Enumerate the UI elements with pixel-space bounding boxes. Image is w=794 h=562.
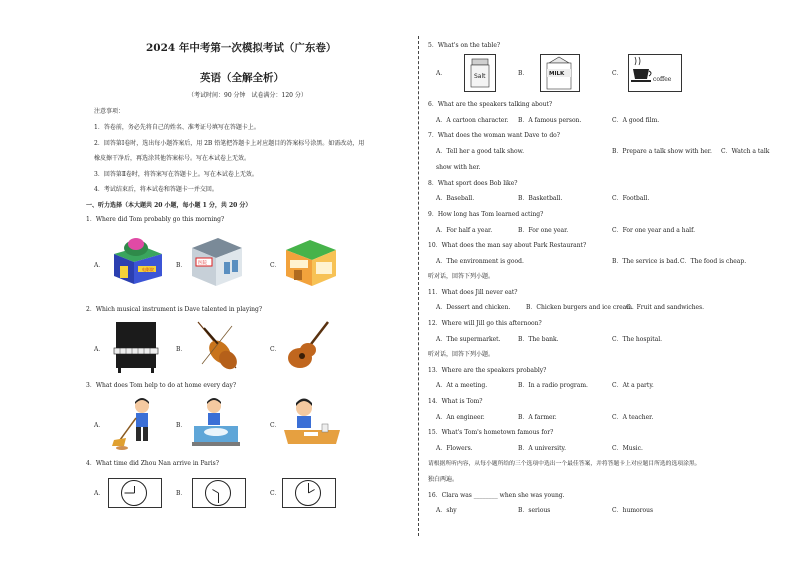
clock-face xyxy=(205,480,231,506)
option-b: B．Chicken burgers and ice cream. xyxy=(526,304,634,311)
option-c: C．humorous xyxy=(612,507,654,514)
option-c: C．Music. xyxy=(612,445,643,452)
question-4: 4．What time did Zhou Nan arrive in Paris? xyxy=(86,460,219,467)
option-label: C． xyxy=(270,490,281,497)
shop-building-icon xyxy=(282,232,340,288)
option-label: B． xyxy=(518,70,529,77)
washing-dishes-boy-icon xyxy=(188,394,244,452)
option-a: A．An engineer. xyxy=(436,414,485,421)
option-b: B．serious xyxy=(518,507,551,514)
listen-prompt: 听对话，回答下列小题。 xyxy=(428,273,495,280)
option-c: C．A teacher. xyxy=(612,414,654,421)
clock-icon xyxy=(192,478,246,508)
option-c: C．Watch a talk xyxy=(721,148,770,155)
option-c: C．Football. xyxy=(612,195,650,202)
violin-icon xyxy=(192,318,242,374)
salt-shaker-icon xyxy=(464,54,496,92)
section-instruction: 请根据所听内容，从每小题所给的三个选项中选出一个最佳答案，并将答题卡上对应题目所选的选项涂黑。 xyxy=(428,461,701,467)
question-12: 12．Where will Jill go this afternoon? xyxy=(428,320,542,327)
minute-hand xyxy=(218,493,219,503)
milk-carton-icon xyxy=(540,54,580,92)
option-a: A．Flowers. xyxy=(436,445,473,452)
question-15: 15．What's Tom's hometown famous for? xyxy=(428,429,554,436)
coffee-label: coffee xyxy=(653,76,672,83)
exam-title: 2024 年中考第一次模拟考试（广东卷） xyxy=(146,42,337,54)
question-2: 2．Which musical instrument is Dave talented in playing? xyxy=(86,306,263,313)
option-c: C．The hospital. xyxy=(612,336,663,343)
option-b: B．Basketball. xyxy=(518,195,563,202)
milk-label: MILK xyxy=(549,71,565,77)
option-label: A． xyxy=(94,346,105,353)
cinema-building-icon xyxy=(108,232,166,288)
clock-face xyxy=(121,480,147,506)
question-5: 5．What's on the table? xyxy=(428,42,501,49)
option-b: B．In a radio program. xyxy=(518,382,588,389)
option-b: B．The bank. xyxy=(518,336,559,343)
exam-meta: （考试时间：90 分钟 试卷满分：120 分） xyxy=(188,92,307,99)
option-b: B．For one year. xyxy=(518,227,569,234)
option-b: B．A famous person. xyxy=(518,117,582,124)
option-c: C．Fruit and sandwiches. xyxy=(626,304,705,311)
guitar-icon xyxy=(282,318,332,374)
option-label: B． xyxy=(176,490,187,497)
question-8: 8．What sport does Bob like? xyxy=(428,180,518,187)
hospital-building-icon xyxy=(188,232,246,288)
question-6: 6．What are the speakers talking about? xyxy=(428,101,553,108)
option-c: C．A good film. xyxy=(612,117,660,124)
question-13: 13．Where are the speakers probably? xyxy=(428,367,547,374)
listen-prompt: 听对话，回答下列小题。 xyxy=(428,351,495,358)
option-label: B． xyxy=(176,422,187,429)
question-3: 3．What does Tom help to do at home every day? xyxy=(86,382,237,389)
option-continuation: show with her. xyxy=(436,164,481,171)
question-16: 16．Clara was ________ when she was young. xyxy=(428,492,565,499)
salt-label: Salt xyxy=(474,73,486,80)
question-10: 10．What does the man say about Park Restaurant? xyxy=(428,242,587,249)
option-c: C．The food is cheap. xyxy=(680,258,747,265)
minute-hand xyxy=(125,493,135,494)
option-a: A．Baseball. xyxy=(436,195,475,202)
notice-item: 4．考试结束后，将本试卷和答题卡一并交回。 xyxy=(94,186,218,193)
option-a: A．shy xyxy=(436,507,457,514)
piano-icon xyxy=(108,318,164,374)
coffee-cup-icon xyxy=(628,54,682,92)
option-a: A．The supermarket. xyxy=(436,336,501,343)
hospital-sign: 医院 xyxy=(198,261,207,266)
hour-hand xyxy=(308,489,315,493)
minute-hand xyxy=(308,483,309,493)
option-label: C． xyxy=(270,346,281,353)
sweeping-boy-icon xyxy=(106,394,162,452)
question-9: 9．How long has Tom learned acting? xyxy=(428,211,544,218)
option-b: B．The service is bad. xyxy=(612,258,680,265)
option-a: A．Dessert and chicken. xyxy=(436,304,511,311)
option-label: A． xyxy=(94,490,105,497)
option-c: C．For one year and a half. xyxy=(612,227,695,234)
cinema-sign: 电影院 xyxy=(142,267,154,272)
exam-subtitle: 英语（全解全析） xyxy=(200,72,284,84)
option-label: A． xyxy=(94,262,105,269)
question-11: 11．What does Jill never eat? xyxy=(428,289,518,296)
option-a: A．A cartoon character. xyxy=(436,117,509,124)
clock-icon xyxy=(282,478,336,508)
notice-item: 2．回答第Ⅰ卷时，选出每小题答案后，用 2B 铅笔把答题卡上对应题目的答案标号涂黑。如需改动，用 xyxy=(94,140,365,147)
option-label: B． xyxy=(176,262,187,269)
option-a: A．Tell her a good talk show. xyxy=(436,148,524,155)
option-b: B．A university. xyxy=(518,445,567,452)
column-divider xyxy=(418,36,419,536)
option-label: A． xyxy=(436,70,447,77)
option-b: B．Prepare a talk show with her. xyxy=(612,148,712,155)
question-1: 1．Where did Tom probably go this morning? xyxy=(86,216,225,223)
question-14: 14．What is Tom? xyxy=(428,398,483,405)
option-a: A．The environment is good. xyxy=(436,258,524,265)
option-a: A．At a meeting. xyxy=(436,382,488,389)
cooking-boy-icon xyxy=(282,394,342,452)
option-b: B．A farmer. xyxy=(518,414,557,421)
option-label: C． xyxy=(270,422,281,429)
option-label: C． xyxy=(612,70,623,77)
section-instruction: 独白两遍。 xyxy=(428,476,459,483)
option-c: C．At a party. xyxy=(612,382,654,389)
option-label: C． xyxy=(270,262,281,269)
clock-icon xyxy=(108,478,162,508)
notice-item: 橡皮擦干净后，再选涂其他答案标号。写在本试卷上无效。 xyxy=(94,155,251,162)
option-a: A．For half a year. xyxy=(436,227,493,234)
option-label: B． xyxy=(176,346,187,353)
notice-heading: 注意事项： xyxy=(94,108,125,115)
question-7: 7．What does the woman want Dave to do? xyxy=(428,132,560,139)
option-label: A． xyxy=(94,422,105,429)
section-heading: 一、听力选择（本大题共 20 小题，每小题 1 分，共 20 分） xyxy=(86,202,252,209)
clock-face xyxy=(295,480,321,506)
notice-item: 1．答卷前，务必先将自己的姓名、准考证号填写在答题卡上。 xyxy=(94,124,260,131)
notice-item: 3．回答第Ⅱ卷时，将答案写在答题卡上。写在本试卷上无效。 xyxy=(94,171,258,178)
